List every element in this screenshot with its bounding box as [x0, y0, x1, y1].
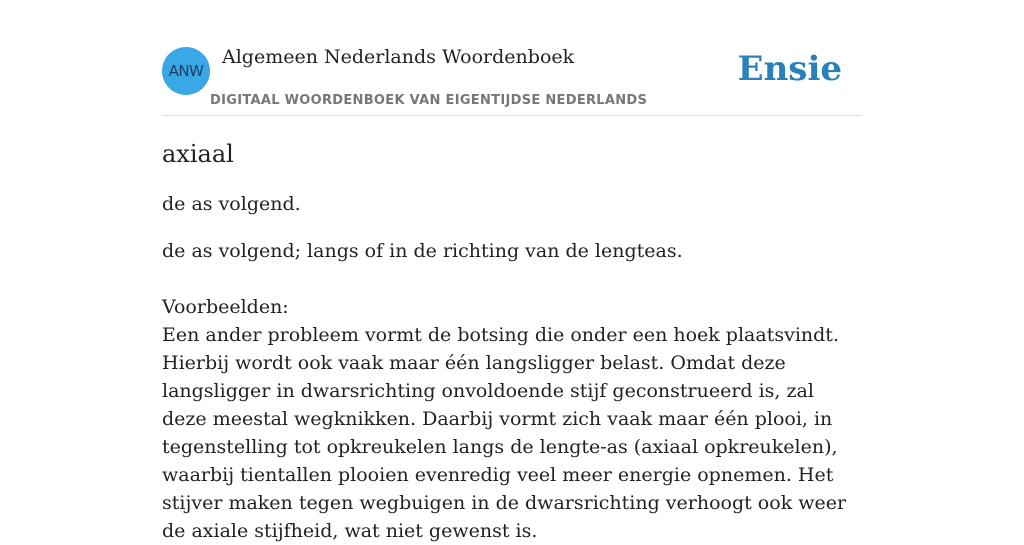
site-title[interactable]: Algemeen Nederlands Woordenboek	[222, 46, 575, 68]
example-text: Een ander probleem vormt de botsing die onder een hoek plaatsvindt. Hierbij wordt ook vaak maar één langsligger belast. Omdat deze langsligger in dwarsrichting onvoldoende stijf geconstrueerd is, zal deze meestal wegknikken. Daarbij vormt zich vaak maar één plooi, in tegenstelling tot opkreukelen langs de lengte-as (axiaal opkreukelen), waarbij tientallen plooien evenredig veel meer energie opnemen. Het stijver maken tegen wegbuigen in de dwarsrichting verhoogt ook weer de axiale stijfheid, wat niet gewenst is.	[162, 324, 847, 542]
long-definition: de as volgend; langs of in de richting van de lengteas.	[162, 240, 683, 262]
examples-heading: Voorbeelden:	[162, 296, 289, 318]
short-definition: de as volgend.	[162, 193, 301, 215]
entry-content	[162, 138, 862, 545]
entry-word: axiaal	[162, 140, 234, 168]
site-header	[162, 40, 862, 116]
ensie-brand-logo[interactable]: Ensie	[737, 49, 842, 89]
site-subtitle: DIGITAAL WOORDENBOEK VAN EIGENTIJDSE NEDERLANDS	[210, 93, 648, 108]
anw-logo[interactable]: ANW	[162, 47, 210, 95]
